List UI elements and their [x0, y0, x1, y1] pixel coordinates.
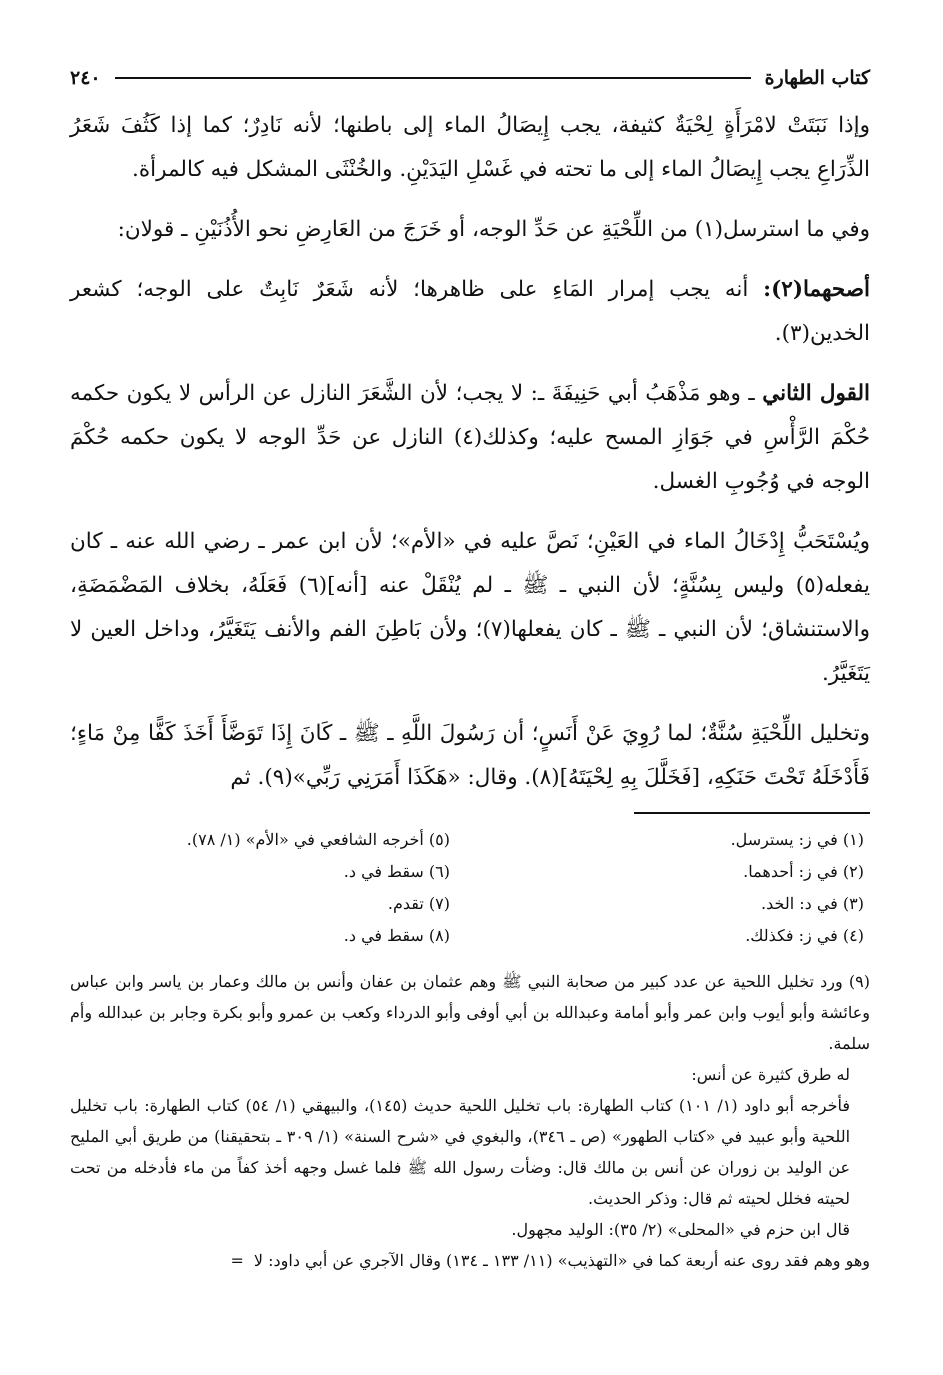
footnote-paragraph: قال ابن حزم في «المحلى» (٢/ ٣٥): الوليد مجهول.	[511, 1220, 850, 1239]
footnote-paragraph: له طرق كثيرة عن أنس:	[691, 1065, 850, 1084]
book-title: كتاب الطهارة	[764, 67, 870, 89]
paragraph-text: ـ وهو مَذْهَبُ أبي حَنِيفَةَ ـ: لا يجب؛ لأن الشَّعَرَ النازل عن الرأس لا يكون حكمه حُكْمَ الرَّأْسِ في جَوَازِ المسح عليه؛ وكذلك(٤) النازل عن حَدِّ الوجه لا يكون حكمه حُكْمَ الوجه في وُجُوبِ الغسل.	[70, 381, 870, 494]
paragraph	[70, 268, 870, 356]
paragraph-text: أنه يجب إمرار المَاءِ على ظاهرها؛ لأنه شَعَرٌ نَابِتٌ على الوجه؛ كشعر الخدين(٣).	[70, 277, 870, 346]
book-page	[70, 60, 871, 1270]
footnote-text: وهو وهم فقد روى عنه أربعة كما في «التهذيب» (١١/ ١٣٣ ـ ١٣٤) وقال الآجري عن أبي داود: لا	[253, 1251, 870, 1270]
paragraph	[70, 372, 870, 504]
paragraph: وتخليل اللِّحْيَةِ سُنَّةٌ؛ لما رُوِيَ عَنْ أَنَسٍ؛ أن رَسُولَ اللَّهِ ـ ﷺ ـ كَانَ إِذَا تَوَضَّأَ أَخَذَ كَفًّا مِنْ مَاءٍ؛ فَأَدْخَلَهُ تَحْتَ حَنَكِهِ، [فَخَلَّلَ بِهِ لِحْيَتَهُ](٨). وقال: «هَكَذَا أَمَرَنِي رَبِّي»(٩). ثم	[70, 721, 870, 790]
paragraph: ويُسْتَحَبُّ إِدْخَالُ الماء في العَيْنِ؛ نَصَّ عليه في «الأم»؛ لأن ابن عمر ـ رضي الله عنه ـ كان يفعله(٥) وليس بِسُنَّةٍ؛ لأن النبي ـ ﷺ ـ لم يُنْقَلْ عنه [أنه](٦) فَعَلَهُ، بخلاف المَضْمَضَةِ، والاستنشاق؛ لأن النبي ـ ﷺ ـ كان يفعلها(٧)؛ ولأن بَاطِنَ الفم والأنف يَتَغَيَّرُ، وداخل العين لا يَتَغَيَّرُ.	[70, 529, 870, 686]
paragraph: وإذا نَبَتَتْ لامْرَأَةٍ لِحْيَةٌ كثيفة، يجب إِيصَالُ الماء إلى باطنها؛ لأنه نَادِرٌ؛ كما إذا كَثُفَ شَعَرُ الذِّرَاعِ يجب إِيصَالُ الماء إلى ما تحته في غَسْلِ اليَدَيْنِ. والخُنْثَى المشكل فيه كالمرأة.	[70, 113, 870, 182]
footnote: (٦) سقط في د.	[343, 862, 450, 881]
continuation-mark: =	[230, 1251, 244, 1270]
paragraph: وفي ما استرسل(١) من اللِّحْيَةِ عن حَدِّ الوجه، أو خَرَجَ من العَارِضِ نحو الأُذُنَيْنِ ـ قولان:	[117, 217, 870, 242]
footnote-paragraph: فأخرجه أبو داود (١/ ١٠١) كتاب الطهارة: باب تخليل اللحية حديث (١٤٥)، والبيهقي (١/ ٥٤) كتاب الطهارة: باب تخليل اللحية وأبو عبيد في «كتاب الطهور» (ص ـ ٣٤٦)، والبغوي في «شرح السنة» (١/ ٣٠٩ ـ بتحقيقنا) من طريق أبي المليح عن الوليد بن زوران عن أنس بن مالك قال: وضأت رسول الله ﷺ فلما غسل وجهه أخذ كفاً من ماء فأدخله من تحت لحيته فخلل لحيته ثم قال: وذكر الحديث.	[70, 1096, 851, 1208]
header-rule	[115, 77, 751, 79]
footnote: (٢) في ز: أحدهما.	[743, 862, 864, 881]
footnote: (٣) في د: الخد.	[761, 894, 864, 913]
footnote-9	[70, 966, 870, 1276]
footnote-paragraph	[70, 1245, 870, 1276]
footnote: (٧) تقدم.	[387, 894, 450, 913]
footnote: (٨) سقط في د.	[343, 926, 450, 945]
footnote: (٥) أخرجه الشافعي في «الأم» (١/ ٧٨).	[186, 830, 450, 849]
footnote-separator	[634, 812, 870, 814]
page-header	[70, 60, 870, 96]
main-text	[70, 104, 870, 800]
lead-word: القول الثاني	[762, 381, 870, 406]
footnotes-short	[70, 824, 870, 952]
footnote: (٤) في ز: فكذلك.	[745, 926, 864, 945]
footnote: (١) في ز: يسترسل.	[730, 830, 864, 849]
lead-word: أصحهما(٢):	[763, 277, 870, 302]
footnote-paragraph: (٩) ورد تخليل اللحية عن عدد كبير من صحابة النبي ﷺ وهم عثمان بن عفان وأنس بن مالك وعمار بن ياسر وابن عباس وعائشة وأبو أيوب وابن عمر وأبو أمامة وعبدالله بن أبي أوفى وأبو الدرداء وكعب بن عمرو وأبو بكرة وجابر بن عبدالله وأم سلمة.	[70, 972, 871, 1053]
page-number: ٢٤٠	[70, 67, 101, 89]
